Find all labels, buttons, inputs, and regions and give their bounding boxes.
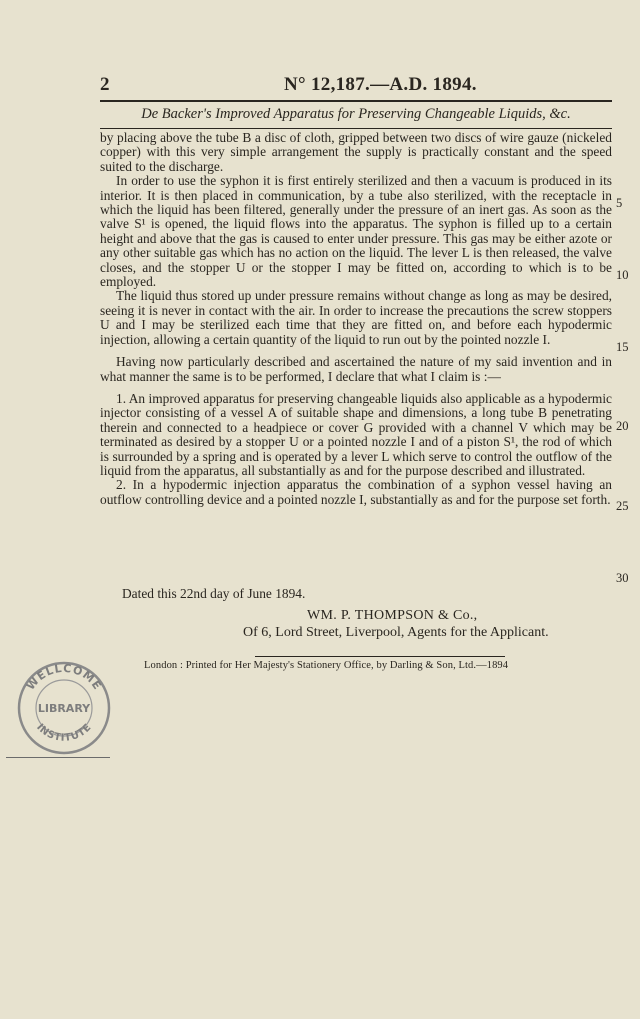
stamp-bottom-text: INSTITUTE [34,721,94,744]
body-text [100,131,612,507]
imprint-rule [255,656,505,657]
library-stamp-icon [14,656,114,756]
line-number-25: 25 [616,499,629,513]
header-rule [100,100,612,102]
line-number-15: 15 [616,340,629,354]
running-title-rule [100,128,612,129]
line-number-30: 30 [616,571,629,585]
paragraph-storage: The liquid thus stored up under pressure remains without change as long as may be desired, seeing it is never in contact with the air. In order to increase the precautions the screw stoppers U and I may be sterilized each time that they are fitted on, and before each hypodermic injection, allowing a certain quantity of the liquid to run out by the pointed nozzle I. [100,288,612,347]
line-number-5: 5 [616,196,623,210]
running-title: De Backer's Improved Apparatus for Preserving Changeable Liquids, &c. [141,106,571,122]
page-number: 2 [100,74,110,95]
claim-2: 2. In a hypodermic injection apparatus the combination of a syphon vessel having an outflow controlling device and a pointed nozzle I, substantially as and for the purpose set forth. [100,477,612,507]
signature-address: Of 6, Lord Street, Liverpool, Agents for the Applicant. [243,625,549,640]
svg-text:INSTITUTE [34,722,94,744]
line-number-20: 20 [616,419,629,433]
line-number-10: 10 [616,268,629,282]
patent-number: N° 12,187.—A.D. 1894. [284,74,477,95]
stamp-underline [6,757,110,758]
printer-imprint: London : Printed for Her Majesty's Stationery Office, by Darling & Son, Ltd.—1894 [144,660,509,671]
signature-name: WM. P. THOMPSON & Co., [307,608,478,623]
paragraph-declaration: Having now particularly described and ascertained the nature of my said invention and in what manner the same is to be performed, I declare that what I claim is :— [100,354,612,384]
dated-line: Dated this 22nd day of June 1894. [122,586,306,601]
svg-text:WELLCOME [24,662,104,693]
paragraph-continuation: by placing above the tube B a disc of cloth, gripped between two discs of wire gauze (nickeled copper) with this very simple arrangement the supply is practically constant and the speed suited to the discharge. [100,130,612,174]
stamp-top-text: WELLCOME [23,661,105,693]
paragraph-usage: In order to use the syphon it is first entirely sterilized and then a vacuum is produced in its interior. It is then placed in communication, by a tube also sterilized, with the receptacle in which the liquid has been filtered, generally under the pressure of an inert gas. As soon as the valve S¹ is opened, the liquid flows into the apparatus. The syphon is filled up to a certain height and above that the gas is caused to enter under pressure. This gas may be either azote or any other suitable gas which has no action on the liquid. The lever L is then released, the valve closes, and the stopper U or the stopper I may be fitted on, according to which is to be employed. [100,173,612,290]
stamp-center-text: LIBRARY [37,702,91,715]
claim-1: 1. An improved apparatus for preserving changeable liquids also applicable as a hypodermic injector consisting of a vessel A of suitable shape and dimensions, a long tube B penetrating therein and connected to a headpiece or cover G provided with a channel V which may be terminated as desired by a stopper U or a pointed nozzle I and of a piston S¹, the rod of which is surrounded by a spring and is operated by a lever L which serve to control the outflow of the liquid from the apparatus, all substantially as and for the purpose described and illustrated. [100,390,612,478]
